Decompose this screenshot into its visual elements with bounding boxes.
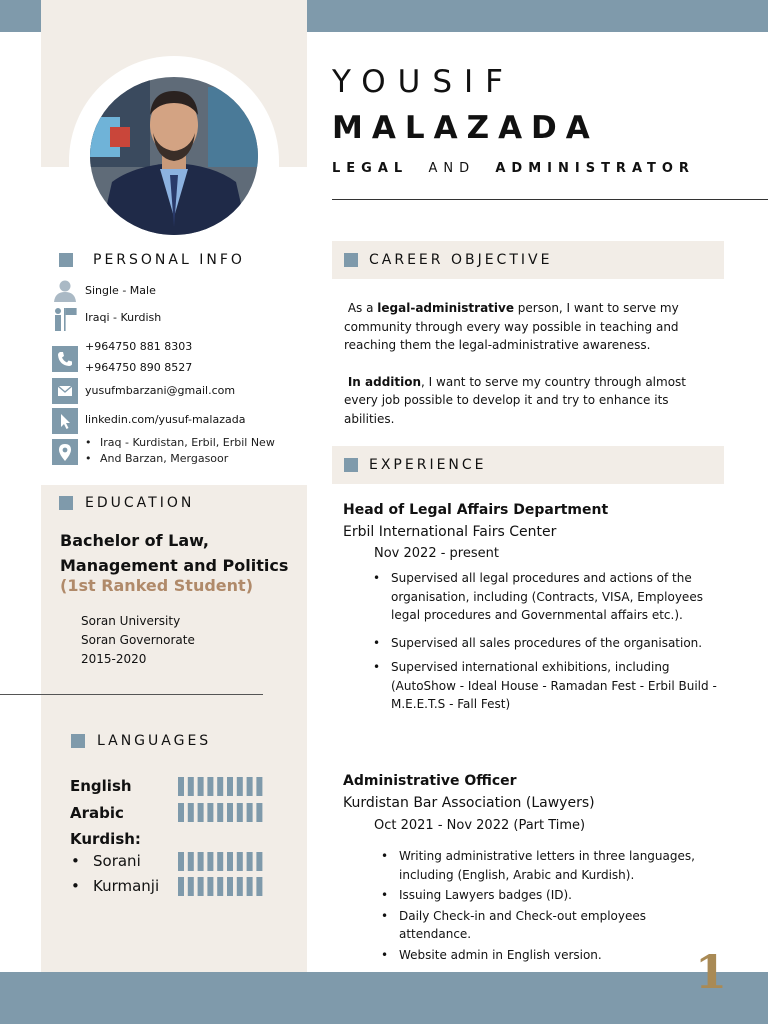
- profile-photo: [90, 77, 258, 235]
- level-segment: [207, 877, 213, 896]
- level-segment: [227, 803, 233, 822]
- objective-p1-post: person, I want to serve my community through every way possible in teaching and reaching them the legal-administrative awareness.: [344, 301, 679, 352]
- level-segment: [237, 877, 243, 896]
- level-segment: [227, 852, 233, 871]
- heading-marker: [59, 253, 73, 267]
- level-segment: [178, 803, 184, 822]
- location-pin-icon: [52, 439, 78, 465]
- level-segment: [227, 777, 233, 796]
- list-item: • Supervised all legal procedures and actions of the organisation, including (Contracts, VISA, Employees legal procedures and Governmental affairs etc.).: [373, 569, 718, 625]
- level-segment: [188, 803, 194, 822]
- personal-info-heading-text: PERSONAL INFO: [93, 252, 245, 268]
- level-segment: [188, 877, 194, 896]
- linkedin-row: [52, 408, 302, 434]
- last-name: MALAZADA: [332, 110, 599, 146]
- experience-header: [332, 446, 724, 484]
- level-segment: [207, 777, 213, 796]
- job-2-title: Administrative Officer: [343, 773, 517, 789]
- level-segment: [198, 777, 204, 796]
- heading-marker: [71, 734, 85, 748]
- degree: [60, 528, 288, 578]
- heading-marker: [59, 496, 73, 510]
- level-segment: [256, 852, 262, 871]
- languages-heading: [71, 733, 211, 749]
- level-segment: [227, 877, 233, 896]
- career-objective-text: [344, 299, 716, 428]
- address-line-1: • Iraq - Kurdistan, Erbil, Erbil New: [85, 435, 275, 451]
- level-segment: [198, 852, 204, 871]
- address-list: [85, 435, 275, 467]
- level-segment: [207, 803, 213, 822]
- email-row: [52, 378, 302, 404]
- list-item: • Daily Check-in and Check-out employees attendance.: [381, 907, 721, 944]
- status-text: Single - Male: [85, 284, 156, 297]
- job-2-org: Kurdistan Bar Association (Lawyers): [343, 795, 595, 811]
- level-segment: [237, 777, 243, 796]
- language-kurmanji: • Kurmanji: [93, 877, 159, 895]
- level-segment: [256, 777, 262, 796]
- job-2-date: Oct 2021 - Nov 2022 (Part Time): [374, 818, 586, 833]
- language-kurdish: Kurdish:: [70, 830, 141, 848]
- level-segment: [247, 777, 253, 796]
- objective-p1-bold: legal-administrative: [377, 301, 514, 315]
- flag-person-icon: [52, 306, 78, 332]
- subtitle-word-and: AND: [428, 161, 476, 176]
- address-line-2: • And Barzan, Mergasoor: [85, 451, 275, 467]
- email-link[interactable]: yusufmbarzani@gmail.com: [85, 384, 236, 397]
- job-subtitle: [332, 161, 695, 176]
- job-2-bullets: [381, 847, 721, 964]
- heading-marker: [344, 458, 358, 472]
- sorani-level-bar: [178, 851, 266, 873]
- level-segment: [217, 777, 223, 796]
- education-heading-text: EDUCATION: [85, 495, 195, 511]
- bottom-band: [0, 972, 768, 1024]
- phone-2-text[interactable]: +964750 890 8527: [85, 361, 193, 374]
- arabic-level-bar: [178, 802, 266, 824]
- page-number: 1: [695, 945, 728, 999]
- education-years: 2015-2020: [81, 652, 147, 666]
- level-segment: [247, 852, 253, 871]
- phone-icon: [52, 346, 78, 372]
- level-segment: [207, 852, 213, 871]
- job-1-title: Head of Legal Affairs Department: [343, 502, 609, 518]
- job-1-org: Erbil International Fairs Center: [343, 524, 557, 540]
- first-name: YOUSIF: [332, 64, 515, 100]
- education-details: [81, 612, 195, 669]
- level-segment: [188, 777, 194, 796]
- level-segment: [247, 877, 253, 896]
- university-location: Soran Governorate: [81, 633, 195, 647]
- career-objective-header: [332, 241, 724, 279]
- language-sorani: • Sorani: [93, 852, 141, 870]
- nationality-row: [52, 306, 302, 334]
- level-segment: [217, 803, 223, 822]
- subtitle-word-legal: LEGAL: [332, 161, 409, 176]
- education-heading: [59, 495, 194, 511]
- job-1-date: Nov 2022 - present: [374, 546, 499, 561]
- languages-heading-text: LANGUAGES: [97, 733, 212, 749]
- list-item: • Supervised all sales procedures of the organisation.: [373, 634, 718, 653]
- job-1-bullets: [373, 569, 718, 714]
- kurmanji-level-bar: [178, 876, 266, 898]
- level-segment: [237, 852, 243, 871]
- level-segment: [256, 803, 262, 822]
- level-segment: [178, 877, 184, 896]
- language-english: English: [70, 777, 132, 795]
- phone-1-text[interactable]: +964750 881 8303: [85, 340, 193, 353]
- level-segment: [247, 803, 253, 822]
- level-segment: [217, 877, 223, 896]
- experience-heading: EXPERIENCE: [369, 457, 487, 473]
- personal-info-heading: [59, 252, 245, 268]
- person-icon: [52, 278, 78, 304]
- level-segment: [188, 852, 194, 871]
- list-item: • Issuing Lawyers badges (ID).: [381, 886, 721, 905]
- list-item: • Website admin in English version.: [381, 946, 721, 965]
- objective-p2-post: , I want to serve my country through almost every job possible to develop it and try to enhance its abilities.: [344, 374, 687, 426]
- nationality-text: Iraqi - Kurdish: [85, 311, 162, 324]
- degree-line-2: Management and Politics: [60, 556, 289, 575]
- objective-paragraph-2: [344, 373, 716, 429]
- linkedin-link[interactable]: linkedin.com/yusuf-malazada: [85, 413, 246, 426]
- rank: (1st Ranked Student): [60, 576, 253, 595]
- mail-icon: [52, 378, 78, 404]
- education-divider: [0, 694, 263, 695]
- career-objective-heading: CAREER OBJECTIVE: [369, 252, 553, 268]
- subtitle-word-administrator: ADMINISTRATOR: [495, 161, 695, 176]
- language-arabic: Arabic: [70, 804, 124, 822]
- level-segment: [198, 803, 204, 822]
- list-item: • Writing administrative letters in three languages, including (English, Arabic and Kurdish).: [381, 847, 721, 884]
- objective-paragraph-1: [344, 299, 716, 355]
- university: Soran University: [81, 614, 181, 628]
- title-divider: [332, 199, 768, 200]
- degree-line-1: Bachelor of Law,: [60, 531, 210, 550]
- level-segment: [198, 877, 204, 896]
- level-segment: [178, 777, 184, 796]
- objective-p2-bold: In addition: [347, 374, 422, 389]
- phone-row: [52, 340, 302, 374]
- english-level-bar: [178, 776, 266, 798]
- list-item: • Supervised international exhibitions, including (AutoShow - Ideal House - Ramadan Fest - Erbil Build - M.E.E.T.S - Fall Fest): [373, 658, 718, 714]
- heading-marker: [344, 253, 358, 267]
- level-segment: [217, 852, 223, 871]
- status-row: [52, 278, 302, 304]
- level-segment: [256, 877, 262, 896]
- level-segment: [237, 803, 243, 822]
- level-segment: [178, 852, 184, 871]
- cursor-icon: [52, 408, 78, 434]
- objective-p1-pre: As a: [347, 301, 378, 315]
